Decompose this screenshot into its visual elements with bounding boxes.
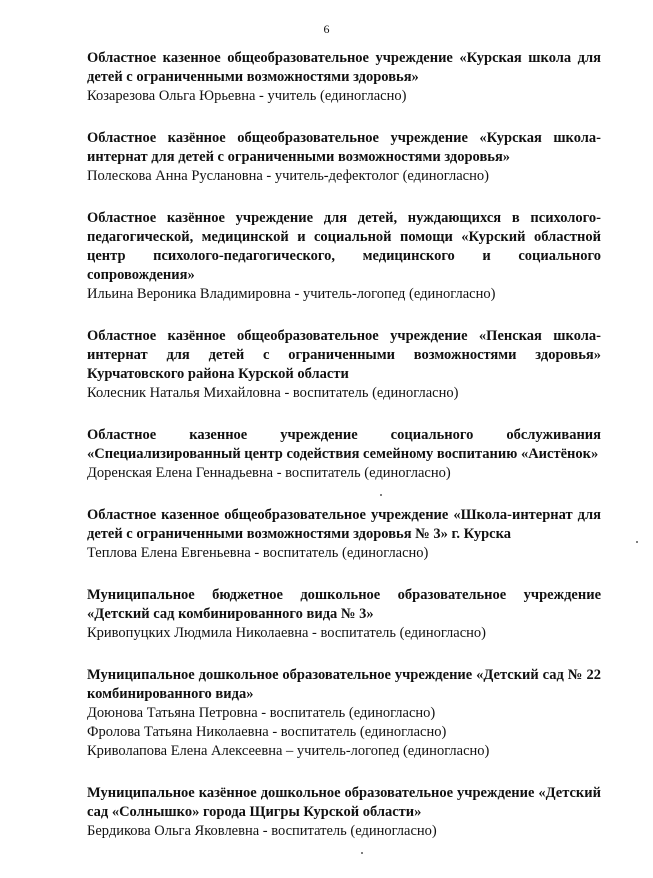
page-number: 6 [323,22,330,36]
person-line: Доренская Елена Геннадьевна - воспитатель (единогласно) [87,465,451,481]
person-line: Кривопуцких Людмила Николаевна - воспитатель (единогласно) [87,625,487,641]
organization-name: Областное казённое общеобразовательное учреждение «Пенская школа-интернат для детей с ограниченными возможностями здоровья» Курчатовского района Курской области [87,328,601,382]
organization-name: Областное казённое общеобразовательное учреждение «Курская школа-интернат для детей с ограниченными возможностями здоровья» [87,130,601,165]
scan-speck [636,541,638,543]
list-item [87,666,601,761]
organization-name: Муниципальное казённое дошкольное образовательное учреждение «Детский сад «Солнышко» города Щигры Курской области» [87,785,601,820]
list-item [87,586,601,643]
scan-speck [380,494,382,496]
person-line: Теплова Елена Евгеньевна - воспитатель (единогласно) [87,545,429,561]
list-item [87,209,601,304]
list-item [87,49,601,106]
person-line: Ильина Вероника Владимировна - учитель-логопед (единогласно) [87,286,496,302]
list-item [87,327,601,403]
list-item [87,426,601,483]
scan-speck [361,852,363,854]
person-line: Доюнова Татьяна Петровна - воспитатель (единогласно) [87,705,436,721]
list-item [87,129,601,186]
person-line: Криволапова Елена Алексеевна – учитель-логопед (единогласно) [87,743,490,759]
person-line: Полескова Анна Руслановна - учитель-дефектолог (единогласно) [87,168,489,184]
person-line: Колесник Наталья Михайловна - воспитатель (единогласно) [87,385,459,401]
organization-name: Областное казенное общеобразовательное учреждение «Школа-интернат для детей с ограниченными возможностями здоровья № 3» г. Курска [87,507,601,542]
organization-name: Областное казенное учреждение социального обслуживания «Специализированный центр содействия семейному воспитанию «Аистёнок» [87,427,601,462]
entries-list [87,49,601,864]
person-line: Бердикова Ольга Яковлевна - воспитатель (единогласно) [87,823,437,839]
list-item [87,506,601,563]
organization-name: Муниципальное бюджетное дошкольное образовательное учреждение «Детский сад комбинированного вида № 3» [87,587,601,622]
person-line: Фролова Татьяна Николаевна - воспитатель (единогласно) [87,724,447,740]
organization-name: Областное казённое учреждение для детей, нуждающихся в психолого-педагогической, медицинской и социальной помощи «Курский областной центр психолого-педагогического, медицинского и социального сопровождения» [87,210,601,283]
organization-name: Муниципальное дошкольное образовательное учреждение «Детский сад № 22 комбинированного вида» [87,667,601,702]
list-item [87,784,601,841]
organization-name: Областное казенное общеобразовательное учреждение «Курская школа для детей с ограниченными возможностями здоровья» [87,50,601,85]
person-line: Козарезова Ольга Юрьевна - учитель (единогласно) [87,88,407,104]
